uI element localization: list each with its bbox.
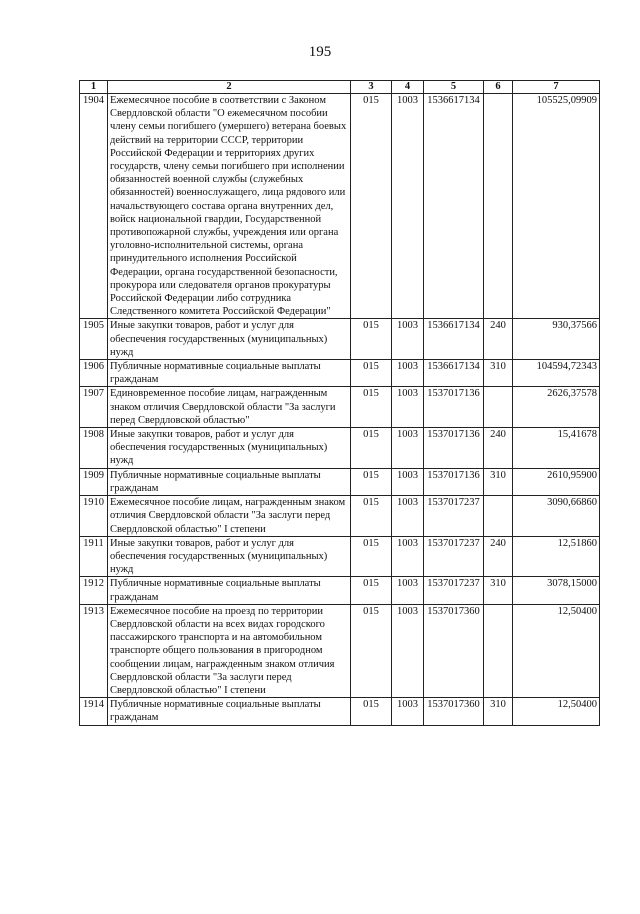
target-code: 1536617134 [424, 360, 484, 387]
admin-code: 015 [351, 428, 392, 469]
expense-type-code: 240 [484, 536, 513, 577]
target-code: 1537017136 [424, 428, 484, 469]
expense-type-code: 310 [484, 360, 513, 387]
table-row [80, 387, 600, 428]
amount: 3090,66860 [513, 496, 600, 537]
expense-type-code: 240 [484, 428, 513, 469]
row-number: 1913 [80, 604, 108, 697]
row-name: Иные закупки товаров, работ и услуг для обеспечения государственных (муниципальных) нужд [108, 536, 351, 577]
expense-type-code [484, 604, 513, 697]
section-code: 1003 [392, 496, 424, 537]
table-row [80, 94, 600, 319]
target-code: 1537017136 [424, 387, 484, 428]
column-header: 4 [392, 81, 424, 94]
row-number: 1911 [80, 536, 108, 577]
table-row [80, 604, 600, 697]
target-code: 1536617134 [424, 319, 484, 360]
section-code: 1003 [392, 577, 424, 604]
budget-table [79, 80, 600, 726]
target-code: 1537017360 [424, 698, 484, 725]
column-header: 2 [108, 81, 351, 94]
admin-code: 015 [351, 94, 392, 319]
table-row [80, 360, 600, 387]
row-name: Иные закупки товаров, работ и услуг для обеспечения государственных (муниципальных) нужд [108, 428, 351, 469]
amount: 930,37566 [513, 319, 600, 360]
section-code: 1003 [392, 319, 424, 360]
row-name: Публичные нормативные социальные выплаты гражданам [108, 577, 351, 604]
section-code: 1003 [392, 468, 424, 495]
row-number: 1904 [80, 94, 108, 319]
row-number: 1912 [80, 577, 108, 604]
row-name: Ежемесячное пособие лицам, награжденным знаком отличия Свердловской области "За заслуги перед Свердловской областью" I степени [108, 496, 351, 537]
amount: 12,50400 [513, 698, 600, 725]
page-number: 195 [308, 44, 332, 60]
row-number: 1908 [80, 428, 108, 469]
row-number: 1905 [80, 319, 108, 360]
admin-code: 015 [351, 604, 392, 697]
admin-code: 015 [351, 698, 392, 725]
row-number: 1906 [80, 360, 108, 387]
expense-type-code: 310 [484, 468, 513, 495]
target-code: 1537017360 [424, 604, 484, 697]
amount: 12,50400 [513, 604, 600, 697]
column-header: 1 [80, 81, 108, 94]
section-code: 1003 [392, 428, 424, 469]
header-row [80, 81, 600, 94]
expense-type-code: 310 [484, 577, 513, 604]
amount: 15,41678 [513, 428, 600, 469]
expense-type-code: 240 [484, 319, 513, 360]
table-row [80, 698, 600, 725]
target-code: 1536617134 [424, 94, 484, 319]
section-code: 1003 [392, 94, 424, 319]
amount: 104594,72343 [513, 360, 600, 387]
row-name: Ежемесячное пособие на проезд по территории Свердловской области на всех видах городского пассажирского транспорта и на автомобильном транспорте общего пользования в пригородном сообщении лицам, награжденным знаком отличия Свердловской области "За заслуги перед Свердловской областью" I степени [108, 604, 351, 697]
section-code: 1003 [392, 604, 424, 697]
expense-type-code [484, 94, 513, 319]
column-header: 3 [351, 81, 392, 94]
admin-code: 015 [351, 468, 392, 495]
amount: 2610,95900 [513, 468, 600, 495]
target-code: 1537017237 [424, 577, 484, 604]
section-code: 1003 [392, 387, 424, 428]
row-name: Ежемесячное пособие в соответствии с Законом Свердловской области "О ежемесячном пособии члену семьи погибшего (умершего) ветерана боевых действий на территории СССР, территории Российской Федерации и территориях других государств, члену семьи погибшего при исполнении обязанностей военной службы (служебных обязанностей) военнослужащего, лица рядового или начальствующего состава органа внутренних дел, войск национальной гвардии, Государственной противопожарной службы, учреждения или органа уголовно-исполнительной системы, органа принудительного исполнения Российской Федерации, органа государственной безопасности, прокурора или следователя органов прокуратуры Российской Федерации либо сотрудника Следственного комитета Российской Федерации" [108, 94, 351, 319]
row-name: Публичные нормативные социальные выплаты гражданам [108, 360, 351, 387]
row-name: Единовременное пособие лицам, награжденным знаком отличия Свердловской области "За заслуги перед Свердловской областью" [108, 387, 351, 428]
amount: 2626,37578 [513, 387, 600, 428]
table-row [80, 496, 600, 537]
admin-code: 015 [351, 536, 392, 577]
expense-type-code [484, 387, 513, 428]
column-header: 5 [424, 81, 484, 94]
amount: 105525,09909 [513, 94, 600, 319]
amount: 3078,15000 [513, 577, 600, 604]
section-code: 1003 [392, 698, 424, 725]
table-row [80, 428, 600, 469]
expense-type-code [484, 496, 513, 537]
row-number: 1907 [80, 387, 108, 428]
row-number: 1914 [80, 698, 108, 725]
admin-code: 015 [351, 387, 392, 428]
target-code: 1537017237 [424, 536, 484, 577]
table-row [80, 577, 600, 604]
row-number: 1909 [80, 468, 108, 495]
admin-code: 015 [351, 319, 392, 360]
row-name: Публичные нормативные социальные выплаты гражданам [108, 468, 351, 495]
admin-code: 015 [351, 496, 392, 537]
admin-code: 015 [351, 577, 392, 604]
section-code: 1003 [392, 536, 424, 577]
table-row [80, 319, 600, 360]
expense-type-code: 310 [484, 698, 513, 725]
row-name: Иные закупки товаров, работ и услуг для обеспечения государственных (муниципальных) нужд [108, 319, 351, 360]
table-row [80, 468, 600, 495]
amount: 12,51860 [513, 536, 600, 577]
target-code: 1537017237 [424, 496, 484, 537]
target-code: 1537017136 [424, 468, 484, 495]
row-name: Публичные нормативные социальные выплаты гражданам [108, 698, 351, 725]
column-header: 7 [513, 81, 600, 94]
row-number: 1910 [80, 496, 108, 537]
section-code: 1003 [392, 360, 424, 387]
column-header: 6 [484, 81, 513, 94]
table-row [80, 536, 600, 577]
admin-code: 015 [351, 360, 392, 387]
